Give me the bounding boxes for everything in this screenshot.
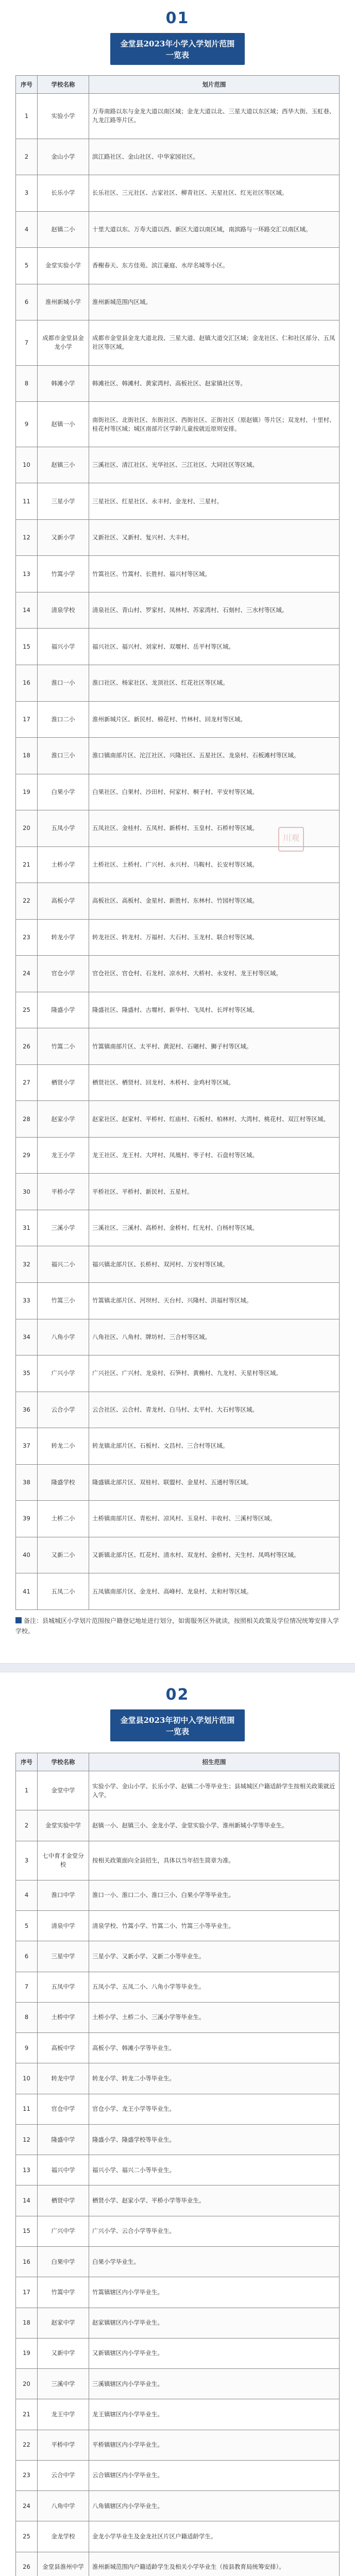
cell-range: 白果小学毕业生。 [89,2246,340,2277]
cell-school: 高板小学 [38,883,89,920]
cell-range: 赵镇一小、赵镇三小、金龙小学、金堂实验小学、淮州新城小学等毕业生。 [89,1810,340,1841]
header-school: 学校名称 [38,76,89,94]
cell-school: 隆盛学校 [38,1464,89,1501]
cell-range: 长乐社区、三元社区、古家社区、柳青社区、天星社区、红光社区等区域。 [89,175,340,212]
header-no: 序号 [16,76,38,94]
table-row [16,2430,340,2460]
table-row [16,1972,340,2002]
cell-range: 淮州新城片区、新民村、棉花村、竹林村、回龙村等区域。 [89,701,340,738]
table-row [16,665,340,701]
table-row [16,1392,340,1428]
table-row [16,2185,340,2216]
table-row [16,211,340,248]
cell-no: 20 [16,810,38,847]
cell-no: 16 [16,665,38,701]
section-title-box [110,1709,245,1741]
cell-school: 五凤二小 [38,1573,89,1610]
cell-range: 福兴社区、福兴村、刘家村、双堰村、岳平村等区域。 [89,629,340,665]
cell-no: 9 [16,402,38,447]
table-header-row [16,76,340,94]
table-row [16,94,340,139]
section-title-box [110,33,245,65]
cell-range: 栖贤小学、赵家小学、平桥小学等毕业生。 [89,2185,340,2216]
table-row [16,2491,340,2521]
cell-range: 平桥社区、平桥村、新民村、五星村。 [89,1174,340,1210]
cell-school: 金山小学 [38,139,89,175]
section-title-line2: 一览表 [165,50,189,60]
cell-no: 20 [16,2369,38,2399]
cell-no: 11 [16,483,38,520]
cell-school: 云合小学 [38,1392,89,1428]
cell-range: 清泉社区、青山村、罗家村、凤林村、苏家湾村、石刻村、三水村等区域。 [89,592,340,629]
cell-no: 13 [16,556,38,592]
table-row [16,1428,340,1465]
section-number: 02 [165,1686,190,1704]
cell-no: 36 [16,1392,38,1428]
table-row [16,1355,340,1392]
table-row [16,2002,340,2032]
cell-no: 31 [16,1210,38,1246]
header-range: 划片范围 [89,76,340,94]
cell-no: 15 [16,629,38,665]
table-row [16,1537,340,1573]
cell-no: 25 [16,992,38,1028]
table-row [16,1174,340,1210]
table-row [16,2369,340,2399]
cell-range: 五凤小学、五凤二小、八角小学等毕业生。 [89,1972,340,2002]
section-title [110,33,245,65]
cell-no: 17 [16,701,38,738]
cell-range: 福兴镇北部片区、长桥村、双河村、万安村等区域。 [89,1246,340,1283]
cell-no: 25 [16,2521,38,2552]
table-row [16,2308,340,2338]
table-row [16,1319,340,1355]
table-row [16,701,340,738]
cell-school: 竹篙小学 [38,556,89,592]
cell-no: 14 [16,2185,38,2216]
table-row [16,2063,340,2094]
note-text: 备注：县城城区小学划片范围按户籍登记地址进行划分，如需服务区外就读，按照相关政策及学位情况统筹安排入学学校。 [15,1617,340,1635]
cell-school: 平桥小学 [38,1174,89,1210]
table-row [16,556,340,592]
cell-school: 清泉学校 [38,592,89,629]
cell-range: 官仓社区、官仓村、石龙村、凉水村、大桥村、永安村、龙王村等区域。 [89,956,340,992]
cell-no: 1 [16,94,38,139]
cell-range: 平桥镇辖区内小学毕业生。 [89,2430,340,2460]
cell-school: 三星中学 [38,1941,89,1972]
cell-range: 竹篙镇北部片区、河坝村、天台村、兴隆村、洪福村等区域。 [89,1283,340,1319]
cell-no: 3 [16,1841,38,1880]
cell-range: 又新社区、又新村、复兴村、大丰村。 [89,519,340,556]
table-row [16,2246,340,2277]
table-row [16,2460,340,2490]
section-title-line1: 金堂县2023年小学入学划片范围 [120,39,235,48]
cell-no: 5 [16,1911,38,1941]
cell-no: 24 [16,2491,38,2521]
cell-no: 18 [16,2308,38,2338]
cell-range: 白果社区、白果村、沙田村、何家村、桐子村、平安村等区域。 [89,774,340,810]
cell-school: 白果小学 [38,774,89,810]
table-row [16,402,340,447]
table-row [16,519,340,556]
cell-no: 40 [16,1537,38,1573]
cell-no: 21 [16,846,38,883]
cell-range: 清泉学校、竹篙小学、竹篙二小、竹篙三小等毕业生。 [89,1911,340,1941]
cell-range: 隆盛社区、隆盛村、古堰村、新华村、飞凤村、长坪村等区域。 [89,992,340,1028]
cell-no: 7 [16,1972,38,2002]
table-row [16,1137,340,1174]
cell-range: 福兴小学、福兴二小等毕业生。 [89,2155,340,2185]
cell-no: 8 [16,365,38,402]
cell-school: 龙王中学 [38,2399,89,2430]
cell-range: 三星社区、红星社区、永丰村、金龙村、三星村。 [89,483,340,520]
cell-school: 高板中学 [38,2033,89,2063]
cell-no: 16 [16,2246,38,2277]
table-row [16,592,340,629]
cell-range: 官仓小学、龙王小学等毕业生。 [89,2094,340,2124]
cell-range: 又新镇辖区内小学毕业生。 [89,2338,340,2368]
cell-no: 11 [16,2094,38,2124]
cell-school: 淮州新城小学 [38,284,89,320]
cell-no: 10 [16,447,38,483]
cell-no: 6 [16,284,38,320]
table-row [16,919,340,956]
cell-range: 隆盛小学、隆盛学校等毕业生。 [89,2124,340,2155]
cell-no: 28 [16,1101,38,1138]
cell-range: 隆盛镇北部片区、双桂村、联盟村、金星村、五通村等区域。 [89,1464,340,1501]
cell-no: 35 [16,1355,38,1392]
cell-school: 淮口三小 [38,738,89,774]
cell-no: 8 [16,2002,38,2032]
cell-range: 三溪镇辖区内小学毕业生。 [89,2369,340,2399]
table-row [16,1501,340,1537]
table-row [16,2216,340,2246]
cell-school: 五凤小学 [38,810,89,847]
cell-range: 转龙小学、转龙二小等毕业生。 [89,2063,340,2094]
cell-school: 土桥中学 [38,2002,89,2032]
cell-school: 隆盛小学 [38,992,89,1028]
cell-school: 隆盛中学 [38,2124,89,2155]
cell-school: 赵镇三小 [38,447,89,483]
cell-range: 竹篙社区、竹篙村、长胜村、福兴村等区域。 [89,556,340,592]
cell-no: 38 [16,1464,38,1501]
cell-range: 成都市金堂县金龙大道北段、三星大道、赵镇大道交汇区域；金龙社区、仁和社区部分、五凤社区等区域。 [89,320,340,366]
cell-no: 12 [16,519,38,556]
cell-school: 云合中学 [38,2460,89,2490]
table-row [16,175,340,212]
cell-range: 转龙镇北部片区、石板村、文昌村、三合村等区域。 [89,1428,340,1465]
cell-school: 福兴二小 [38,1246,89,1283]
cell-school: 金堂中学 [38,1771,89,1810]
cell-no: 26 [16,1028,38,1065]
table-row [16,248,340,284]
cell-range: 龙王镇辖区内小学毕业生。 [89,2399,340,2430]
cell-school: 成都市金堂县金龙小学 [38,320,89,366]
table-row [16,483,340,520]
cell-school: 淮口中学 [38,1880,89,1910]
cell-range: 三星小学、又新小学、又新二小等毕业生。 [89,1941,340,1972]
cell-school: 龙王小学 [38,1137,89,1174]
section-divider [0,1663,355,1672]
middle-school-table [15,1753,340,2576]
cell-school: 八角小学 [38,1319,89,1355]
table-row [16,2033,340,2063]
cell-no: 32 [16,1246,38,1283]
cell-school: 赵家中学 [38,2308,89,2338]
cell-school: 福兴中学 [38,2155,89,2185]
cell-school: 栖贤小学 [38,1064,89,1101]
cell-school: 转龙中学 [38,2063,89,2094]
cell-school: 竹篙三小 [38,1283,89,1319]
cell-school: 三溪中学 [38,2369,89,2399]
cell-school: 韩滩小学 [38,365,89,402]
cell-range: 赵家社区、赵家村、平桥村、红庙村、石板村、柏林村、大湾村、桃花村、双江村等区域。 [89,1101,340,1138]
table-row [16,1028,340,1065]
cell-no: 6 [16,1941,38,1972]
middle-school-section [0,1673,355,2576]
section-title-line1: 金堂县2023年初中入学划片范围 [120,1716,235,1725]
table-row [16,139,340,175]
cell-school: 平桥中学 [38,2430,89,2460]
cell-no: 37 [16,1428,38,1465]
table-row [16,1841,340,1880]
cell-school: 土桥二小 [38,1501,89,1537]
cell-school: 又新二小 [38,1537,89,1573]
cell-school: 又新中学 [38,2338,89,2368]
cell-school: 赵镇二小 [38,211,89,248]
cell-no: 29 [16,1137,38,1174]
cell-no: 3 [16,175,38,212]
table-row [16,2552,340,2576]
table-row [16,1911,340,1941]
cell-no: 2 [16,139,38,175]
cell-school: 官仓中学 [38,2094,89,2124]
section-number: 01 [165,9,190,27]
cell-no: 23 [16,2460,38,2490]
table-row [16,2277,340,2308]
cell-no: 26 [16,2552,38,2576]
cell-range: 韩滩社区、韩滩村、黄家湾村、高板社区、赵家镇社区等。 [89,365,340,402]
table-row [16,1464,340,1501]
cell-range: 广兴社区、广兴村、龙泉村、石笋村、黄桷村、九龙村、天星村等区域。 [89,1355,340,1392]
cell-range: 云合镇辖区内小学毕业生。 [89,2460,340,2490]
table-row [16,956,340,992]
table-header-row [16,1753,340,1771]
cell-range: 栖贤社区、栖贤村、回龙村、木桥村、金鸡村等区域。 [89,1064,340,1101]
cell-school: 赵镇一小 [38,402,89,447]
table-row [16,1771,340,1810]
cell-no: 4 [16,1880,38,1910]
cell-range: 高板社区、高板村、金星村、新胜村、东林村、竹园村等区域。 [89,883,340,920]
cell-no: 17 [16,2277,38,2308]
cell-school: 金堂实验小学 [38,248,89,284]
table-row [16,992,340,1028]
cell-range: 竹篙镇辖区内小学毕业生。 [89,2277,340,2308]
cell-range: 八角社区、八角村、牌坊村、三合村等区域。 [89,1319,340,1355]
cell-no: 4 [16,211,38,248]
table-row [16,629,340,665]
table-row [16,1810,340,1841]
cell-no: 21 [16,2399,38,2430]
cell-range: 三溪社区、三溪村、高桥村、金桥村、红光村、白杨村等区域。 [89,1210,340,1246]
cell-school: 广兴中学 [38,2216,89,2246]
table-row [16,2399,340,2430]
cell-range: 赵家镇辖区内小学毕业生。 [89,2308,340,2338]
cell-no: 27 [16,1064,38,1101]
cell-range: 高板小学、韩滩小学等毕业生。 [89,2033,340,2063]
cell-range: 万寿南路以东与金龙大道以南区域；金龙大道以北、三星大道以东区域；西华大街、玉虹巷、九龙江路等片区。 [89,94,340,139]
cell-range: 按相关政策面向全县招生，具体以当年招生简章为准。 [89,1841,340,1880]
cell-no: 5 [16,248,38,284]
table-row [16,2521,340,2552]
header-range: 招生范围 [89,1753,340,1771]
cell-school: 金堂县淮州中学 [38,2552,89,2576]
cell-range: 土桥社区、土桥村、广兴村、永兴村、马鞍村、长安村等区域。 [89,846,340,883]
cell-range: 淮口一小、淮口二小、淮口三小、白果小学等毕业生。 [89,1880,340,1910]
cell-school: 福兴小学 [38,629,89,665]
cell-no: 24 [16,956,38,992]
cell-range: 转龙社区、转龙村、万福村、大石村、玉龙村、联合村等区域。 [89,919,340,956]
cell-range: 竹篙镇南部片区、太平村、黄泥村、石碾村、狮子村等区域。 [89,1028,340,1065]
cell-school: 八角中学 [38,2491,89,2521]
cell-range: 又新镇北部片区、红花村、清水村、双龙村、金桥村、天生村、凤鸣村等区域。 [89,1537,340,1573]
cell-range: 云合社区、云合村、青龙村、白马村、太平村、大石村等区域。 [89,1392,340,1428]
cell-no: 10 [16,2063,38,2094]
table-row [16,1210,340,1246]
section-title-line2: 一览表 [165,1727,189,1736]
cell-range: 淮州新城范围内户籍适龄学生及相关小学毕业生（按县教育局统筹安排）。 [89,2552,340,2576]
cell-school: 五凤中学 [38,1972,89,2002]
table-row [16,2155,340,2185]
cell-school: 长乐小学 [38,175,89,212]
cell-range: 淮州新城范围内区域。 [89,284,340,320]
cell-school: 清泉中学 [38,1911,89,1941]
cell-no: 19 [16,2338,38,2368]
cell-range: 土桥小学、土桥二小、三溪小学等毕业生。 [89,2002,340,2032]
cell-school: 七中育才金堂分校 [38,1841,89,1880]
cell-no: 30 [16,1174,38,1210]
cell-no: 12 [16,2124,38,2155]
cell-range: 金龙小学毕业生及金龙社区片区户籍适龄学生。 [89,2521,340,2552]
cell-range: 淮口社区、杨家社区、龙顶社区、红花社区等区域。 [89,665,340,701]
cell-school: 竹篙中学 [38,2277,89,2308]
cell-school: 三星小学 [38,483,89,520]
cell-school: 官仓小学 [38,956,89,992]
cell-no: 33 [16,1283,38,1319]
cell-range: 实验小学、金山小学、长乐小学、赵镇二小等毕业生；县城城区户籍适龄学生按相关政策就近入学。 [89,1771,340,1810]
section-note [15,1616,340,1636]
header-no: 序号 [16,1753,38,1771]
cell-school: 淮口二小 [38,701,89,738]
table-row [16,447,340,483]
header-school: 学校名称 [38,1753,89,1771]
cell-school: 淮口一小 [38,665,89,701]
cell-range: 土桥镇南部片区、青松村、凉风村、玉泉村、丰收村、三溪村等区域。 [89,1501,340,1537]
cell-range: 香榭春天、东方佳苑、滨江豪庭、水岸名城等小区。 [89,248,340,284]
cell-no: 22 [16,883,38,920]
table-row [16,1880,340,1910]
cell-no: 39 [16,1501,38,1537]
cell-school: 广兴小学 [38,1355,89,1392]
cell-no: 22 [16,2430,38,2460]
table-row [16,738,340,774]
cell-school: 赵家小学 [38,1101,89,1138]
cell-range: 广兴小学、云合小学等毕业生。 [89,2216,340,2246]
cell-school: 三溪小学 [38,1210,89,1246]
cell-school: 白果中学 [38,2246,89,2277]
cell-school: 实验小学 [38,94,89,139]
cell-no: 19 [16,774,38,810]
table-row [16,284,340,320]
cell-no: 23 [16,919,38,956]
table-row [16,1101,340,1138]
section-title [110,1709,245,1741]
table-row [16,2124,340,2155]
cell-school: 金堂实验中学 [38,1810,89,1841]
cell-range: 南街社区、北街社区、东街社区、西街社区、正街社区（原赵镇）等片区；双龙村、十里村、桂花村等区域；城区南部片区学龄儿童按就近原则安排。 [89,402,340,447]
cell-school: 转龙小学 [38,919,89,956]
table-row [16,883,340,920]
watermark-stamp: 川观 [278,827,304,852]
cell-range: 八角镇辖区内小学毕业生。 [89,2491,340,2521]
cell-no: 41 [16,1573,38,1610]
table-row [16,1064,340,1101]
table-row [16,1573,340,1610]
table-row [16,2338,340,2368]
cell-no: 2 [16,1810,38,1841]
cell-range: 淮口镇南部片区、沱江社区、兴隆社区、五星社区、龙泉村、石板滩村等区域。 [89,738,340,774]
cell-school: 又新小学 [38,519,89,556]
note-marker-icon [15,1617,22,1623]
cell-range: 五凤镇南部片区、金龙村、高峰村、龙泉村、太和村等区域。 [89,1573,340,1610]
table-row [16,2094,340,2124]
table-row [16,774,340,810]
cell-range: 三溪社区、清江社区、光华社区、三江社区、大同社区等区域。 [89,447,340,483]
table-row [16,320,340,366]
cell-school: 金龙学校 [38,2521,89,2552]
table-row [16,365,340,402]
table-row [16,1283,340,1319]
middle-school-table-body [16,1771,340,2576]
cell-range: 龙王社区、龙王村、大坪村、凤凰村、枣子村、石盘村等区域。 [89,1137,340,1174]
cell-school: 竹篙二小 [38,1028,89,1065]
table-row [16,1246,340,1283]
cell-no: 9 [16,2033,38,2063]
cell-no: 15 [16,2216,38,2246]
cell-no: 1 [16,1771,38,1810]
cell-range: 十里大道以东、万寿大道以西、新区大道以南区域，南滨路与一环路交汇以南区域。 [89,211,340,248]
table-row [16,846,340,883]
cell-no: 34 [16,1319,38,1355]
cell-school: 土桥小学 [38,846,89,883]
table-row [16,1941,340,1972]
cell-no: 13 [16,2155,38,2185]
cell-school: 转龙二小 [38,1428,89,1465]
cell-school: 栖贤中学 [38,2185,89,2216]
cell-no: 14 [16,592,38,629]
cell-no: 7 [16,320,38,366]
cell-no: 18 [16,738,38,774]
cell-range: 滨江路社区、金山社区、中华家园社区。 [89,139,340,175]
cell-range: 五凤社区、金桂村、五凤村、新桥村、玉皇村、石桥村等区域。 [89,810,340,847]
